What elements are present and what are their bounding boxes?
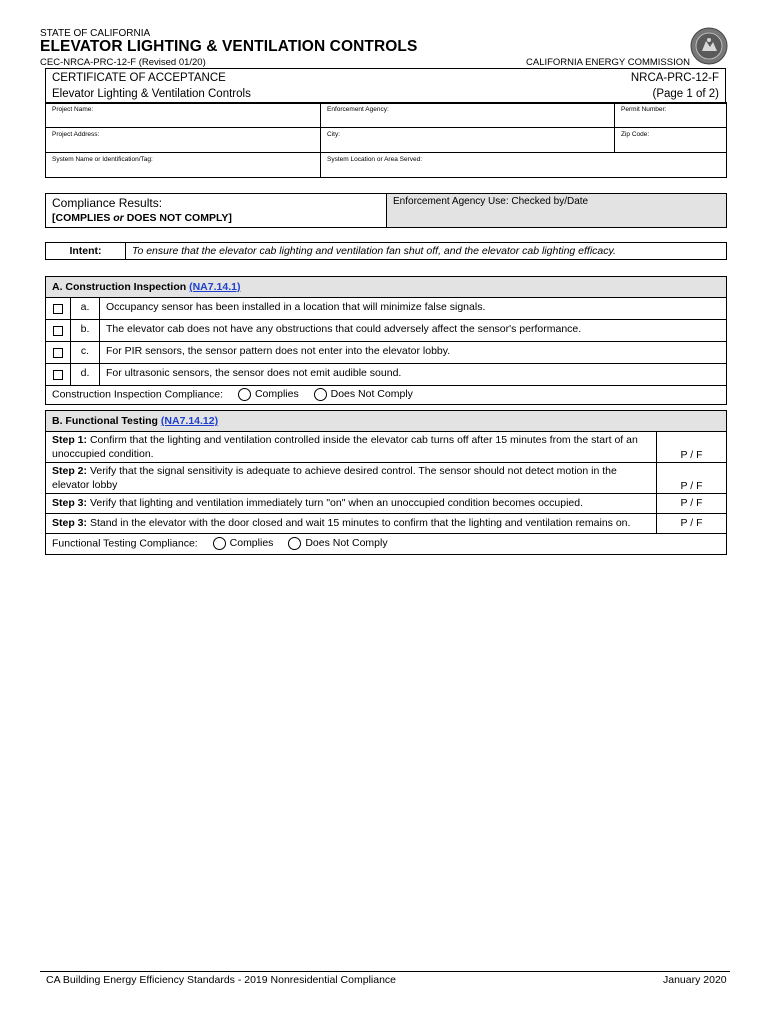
step-text: Verify that lighting and ventilation immediately turn "on" when an unoccupied condition becomes occupied. xyxy=(89,497,584,509)
checkbox-c[interactable] xyxy=(46,342,71,364)
permit-number-label: Permit Number: xyxy=(621,106,667,113)
page-indicator: (Page 1 of 2) xyxy=(652,88,719,100)
system-name-label: System Name or Identification/Tag: xyxy=(52,156,153,163)
section-a-reference-link[interactable]: (NA7.14.1) xyxy=(189,281,241,293)
does-not-comply-radio[interactable] xyxy=(288,537,387,549)
functional-testing-table xyxy=(45,410,727,555)
pass-fail-cell[interactable]: P / F xyxy=(657,514,727,534)
step-label: Step 2: xyxy=(52,465,88,477)
permit-number-field[interactable] xyxy=(615,103,727,128)
footer-date: January 2020 xyxy=(663,974,727,986)
does-not-comply-radio-label: Does Not Comply xyxy=(330,388,413,401)
complies-radio-label: Complies xyxy=(229,537,274,550)
system-location-field[interactable] xyxy=(321,153,727,178)
step-label: Step 1: xyxy=(52,434,88,446)
step-text-cell xyxy=(46,514,657,534)
agency-name: CALIFORNIA ENERGY COMMISSION xyxy=(526,57,690,68)
pass-fail-cell[interactable]: P / F xyxy=(657,432,727,463)
pass-fail-cell[interactable]: P / F xyxy=(657,494,727,514)
state-label: STATE OF CALIFORNIA xyxy=(40,28,151,39)
functional-compliance-row xyxy=(46,534,727,555)
does-not-comply-radio-label: Does Not Comply xyxy=(305,537,388,550)
compliance-results-options xyxy=(52,211,380,225)
complies-radio[interactable] xyxy=(213,537,274,549)
or-text: or xyxy=(113,212,124,224)
complies-radio[interactable] xyxy=(238,388,299,400)
project-address-field[interactable] xyxy=(46,128,321,153)
certificate-title: CERTIFICATE OF ACCEPTANCE xyxy=(52,72,226,84)
checkbox-d[interactable] xyxy=(46,364,71,386)
item-text: Occupancy sensor has been installed in a location that will minimize false signals. xyxy=(100,298,727,320)
item-letter: a. xyxy=(71,298,100,320)
compliance-results-cell xyxy=(46,194,387,228)
intent-table xyxy=(45,242,727,260)
city-field[interactable] xyxy=(321,128,615,153)
step-label: Step 3: xyxy=(52,497,88,509)
pass-fail-cell[interactable]: P / F xyxy=(657,463,727,494)
zip-code-label: Zip Code: xyxy=(621,131,650,138)
compliance-results-table xyxy=(45,193,727,228)
item-letter: b. xyxy=(71,320,100,342)
section-a-title: A. Construction Inspection xyxy=(52,281,187,293)
complies-radio-label: Complies xyxy=(254,388,299,401)
city-label: City: xyxy=(327,131,340,138)
intent-text: To ensure that the elevator cab lighting and ventilation fan shut off, and the elevator cab lighting efficacy. xyxy=(126,243,727,260)
section-a-header xyxy=(46,277,727,298)
step-text: Stand in the elevator with the door closed and wait 15 minutes to confirm that the lighting and ventilation remains on. xyxy=(89,517,631,529)
page-title: ELEVATOR LIGHTING & VENTILATION CONTROLS xyxy=(40,38,418,55)
section-b-title: B. Functional Testing xyxy=(52,415,158,427)
state-seal-logo xyxy=(690,27,728,65)
test-step-2 xyxy=(46,463,727,494)
footer-standards: CA Building Energy Efficiency Standards - 2019 Nonresidential Compliance xyxy=(46,974,397,986)
section-b-reference-link[interactable]: (NA7.14.12) xyxy=(160,415,219,427)
project-info-table xyxy=(45,102,727,178)
footer-divider xyxy=(40,971,730,972)
system-name-field[interactable] xyxy=(46,153,321,178)
functional-compliance-label: Functional Testing Compliance: xyxy=(52,537,198,550)
construction-inspection-table xyxy=(45,276,727,405)
checkbox-a[interactable] xyxy=(46,298,71,320)
step-label: Step 3: xyxy=(52,517,88,529)
certificate-code: NRCA-PRC-12-F xyxy=(630,72,719,84)
project-name-field[interactable] xyxy=(46,103,321,128)
step-text: Confirm that the lighting and ventilation controlled inside the elevator cab turns off after 15 minutes from the start of an unoccupied condition. xyxy=(52,434,638,460)
test-step-3 xyxy=(46,494,727,514)
construction-compliance-row xyxy=(46,386,727,405)
certificate-subtitle: Elevator Lighting & Ventilation Controls xyxy=(52,88,251,100)
compliance-results-title: Compliance Results: xyxy=(52,196,163,210)
intent-label: Intent: xyxy=(46,243,126,260)
system-location-label: System Location or Area Served: xyxy=(327,156,423,163)
step-text-cell xyxy=(46,463,657,494)
inspection-item-a xyxy=(46,298,727,320)
inspection-item-b xyxy=(46,320,727,342)
item-letter: c. xyxy=(71,342,100,364)
form-number: CEC-NRCA-PRC-12-F (Revised 01/20) xyxy=(40,57,206,68)
item-letter: d. xyxy=(71,364,100,386)
step-text: Verify that the signal sensitivity is adequate to achieve desired control. The sensor should not detect motion in the elevator lobby xyxy=(52,465,617,491)
construction-compliance-label: Construction Inspection Compliance: xyxy=(52,388,224,401)
item-text: For PIR sensors, the sensor pattern does not enter into the elevator lobby. xyxy=(100,342,727,364)
inspection-item-d xyxy=(46,364,727,386)
item-text: For ultrasonic sensors, the sensor does not emit audible sound. xyxy=(100,364,727,386)
project-address-label: Project Address: xyxy=(52,131,100,138)
section-b-header xyxy=(46,411,727,432)
does-not-comply-radio[interactable] xyxy=(314,388,413,400)
project-name-label: Project Name: xyxy=(52,106,94,113)
certificate-header xyxy=(45,68,726,104)
enforcement-agency-use-label: Enforcement Agency Use: Checked by/Date xyxy=(393,196,589,207)
step-text-cell xyxy=(46,494,657,514)
enforcement-agency-field[interactable] xyxy=(321,103,615,128)
inspection-item-c xyxy=(46,342,727,364)
zip-code-field[interactable] xyxy=(615,128,727,153)
complies-option: [COMPLIES xyxy=(52,212,111,224)
test-step-4 xyxy=(46,514,727,534)
enforcement-agency-use-cell[interactable] xyxy=(387,194,727,228)
not-comply-option: DOES NOT COMPLY] xyxy=(126,212,232,224)
enforcement-agency-label: Enforcement Agency: xyxy=(327,106,389,113)
step-text-cell xyxy=(46,432,657,463)
test-step-1 xyxy=(46,432,727,463)
checkbox-b[interactable] xyxy=(46,320,71,342)
item-text: The elevator cab does not have any obstructions that could adversely affect the sensor's performance. xyxy=(100,320,727,342)
